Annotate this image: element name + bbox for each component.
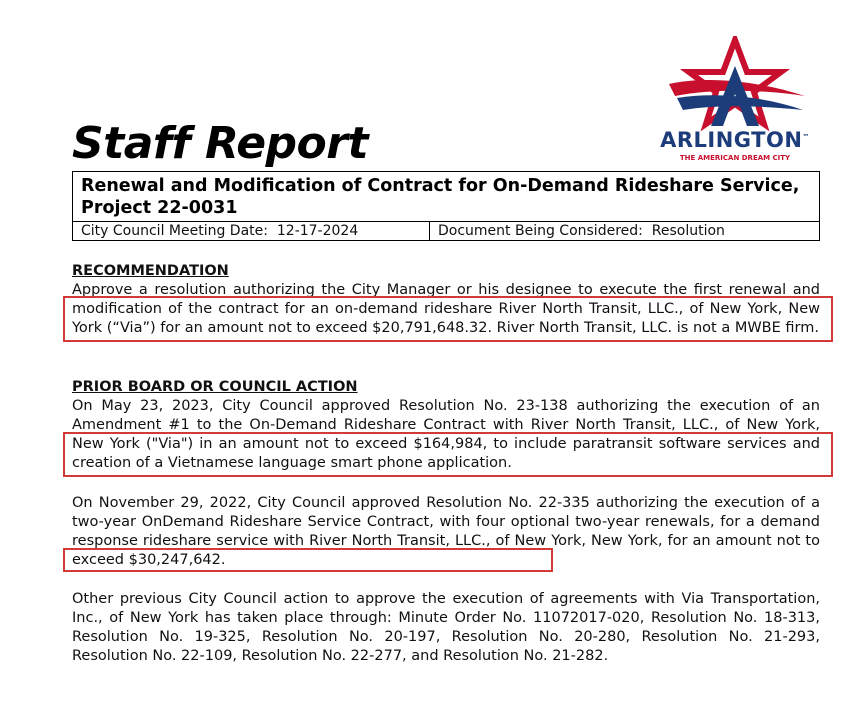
logo-wordmark: ARLINGTON™ [660, 128, 810, 152]
logo-tagline: THE AMERICAN DREAM CITY [679, 154, 791, 162]
recommendation-heading: RECOMMENDATION [72, 263, 229, 279]
highlight-box-contract-amount [63, 548, 553, 572]
prior-action-heading: PRIOR BOARD OR COUNCIL ACTION [72, 379, 358, 395]
prior-action-paragraph-1: On May 23, 2023, City Council approved Resolution No. 23-138 authorizing the execution of an Amendment #1 to the On-Demand Rideshare Contract with River North Transit, LLC., of New York, New York ("Via") in an amount not to exceed $164,984, to include paratransit software services and creation of a Vietnamese language smart phone application. [72, 398, 820, 471]
prior-action-paragraph-3: Other previous City Council action to approve the execution of agreements with Via Transportation, Inc., of New York has taken place through: Minute Order No. 11072017-020, Resolution No. 18-313, Resolution No. 19-325, Resolution No. 20-197, Resolution No. 20-280, Resolution No. 21-293, Resolution No. 22-109, Resolution No. 22-277, and Resolution No. 21-282. [72, 591, 820, 664]
meeting-date: City Council Meeting Date: 12-17-2024 [73, 222, 430, 240]
report-meta-row [73, 221, 819, 240]
report-subject: Renewal and Modification of Contract for On-Demand Rideshare Service, Project 22-0031 [81, 176, 800, 218]
report-header-box [72, 171, 820, 241]
recommendation-text: Approve a resolution authorizing the City Manager or his designee to execute the first renewal and modification of the contract for an on-demand rideshare River North Transit, LLC., of New York, New York (“Via”) for an amount not to exceed $20,791,648.32. River North Transit, LLC. is not a MWBE firm. [72, 282, 820, 336]
page-title: Staff Report [72, 118, 369, 169]
prior-action-paragraph-3-block [72, 590, 820, 666]
prior-action-paragraph-2: On November 29, 2022, City Council approved Resolution No. 22-335 authorizing the execution of a two-year OnDemand Rideshare Service Contract, with four optional two-year renewals, for a demand response rideshare service with River North Transit, LLC., of New York, New York, for an amount not to exceed $30,247,642. [72, 495, 820, 568]
document-considered: Document Being Considered: Resolution [438, 223, 725, 239]
highlight-box-amendment-amount [63, 432, 833, 477]
highlight-box-renewal-amount [63, 296, 833, 342]
arlington-logo [655, 36, 815, 166]
star-logo-icon [655, 36, 815, 136]
